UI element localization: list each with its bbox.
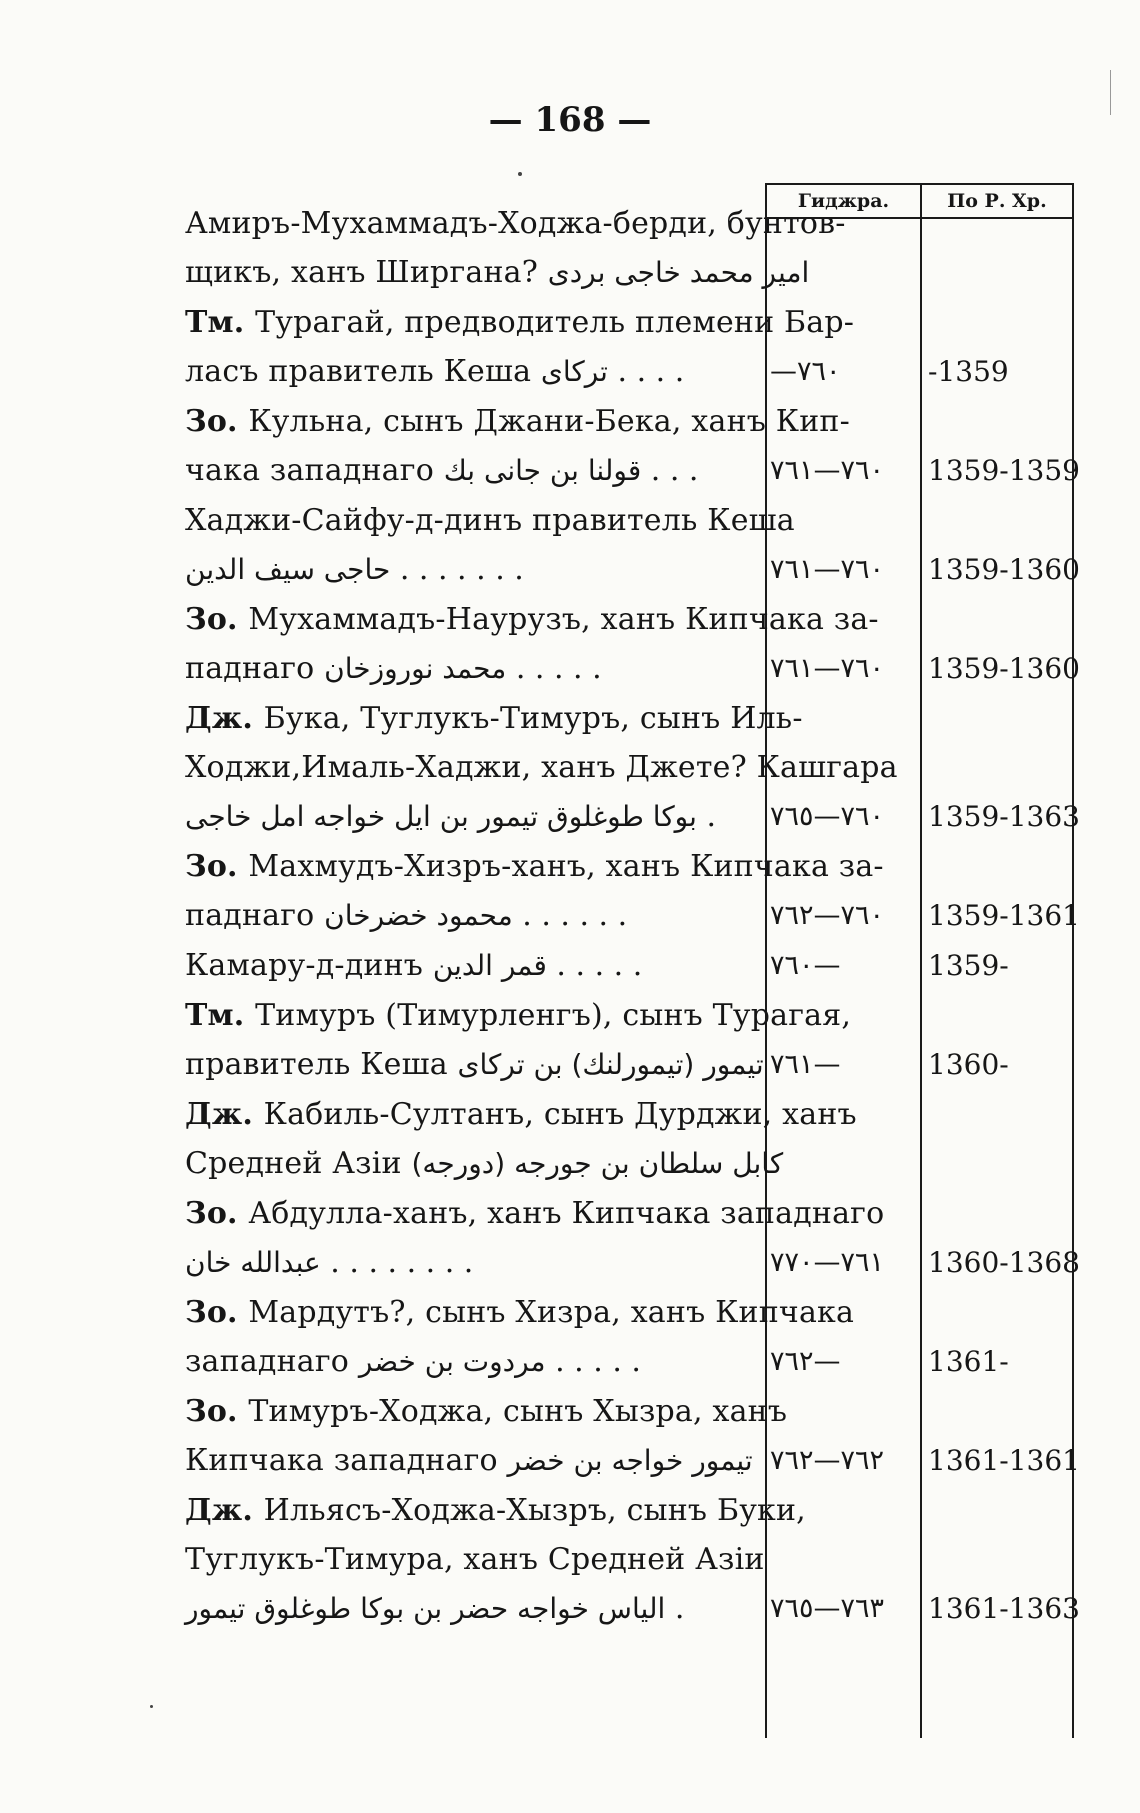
ad-date: 1359- [928, 949, 1009, 982]
entry-text: щикъ, ханъ Ширгана? [185, 255, 539, 290]
entry-text: Кульна, сынъ Джани-Бека, ханъ Кип- [248, 404, 850, 439]
leader-dots: . . . [650, 453, 699, 488]
arabic-name: کابل سلطان بن جورجه (دورجه) [411, 1147, 784, 1180]
entry-line [185, 1536, 765, 1584]
leader-dots: . . . . [617, 354, 685, 389]
hijra-date: ٧٦٠—٧٦١ [770, 455, 885, 486]
arabic-name: قولنا بن جانی بك [443, 454, 642, 487]
entry-line [185, 249, 810, 297]
hijra-date: ٧٦١—٧٧٠ [770, 1247, 885, 1278]
entry-line [185, 1239, 750, 1287]
dynasty-tag: Зо. [185, 404, 249, 439]
entry-line [185, 348, 750, 396]
arabic-name: الیاس خواجه حضر بن بوکا طوغلوق تیمور [185, 1592, 666, 1625]
ad-date: -1359 [928, 355, 1009, 388]
entry-line [185, 447, 750, 495]
dynasty-tag: Дж. [185, 1097, 264, 1132]
entry-line [185, 596, 879, 644]
arabic-name: عبدالله خان [185, 1246, 321, 1279]
entry-text: Ходжи,Ималь-Хаджи, ханъ Джете? Кашгара [185, 750, 898, 785]
entry-text: Мардутъ?, сынъ Хизра, ханъ Кипчака [248, 1295, 855, 1330]
column-rule-middle [920, 183, 922, 1738]
leader-dots: . . . . . . [522, 898, 628, 933]
dynasty-tag: Зо. [185, 602, 249, 637]
entry-line [185, 645, 750, 693]
hijra-date: ٧٦٠— [770, 950, 841, 981]
entry-line [185, 546, 750, 594]
leader-dots: . [674, 1591, 685, 1626]
leader-dots: . . . . . [515, 651, 602, 686]
entry-text: Ильясъ-Ходжа-Хызръ, сынъ Буки, [263, 1493, 806, 1528]
entry-text: паднаго [185, 651, 315, 686]
dynasty-tag: Тм. [185, 305, 256, 340]
ad-date: 1360- [928, 1048, 1009, 1081]
entry-line [185, 942, 750, 990]
print-speck [150, 1705, 153, 1708]
leader-dots: . . . . . . . [399, 552, 524, 587]
entry-line [185, 1338, 750, 1386]
ad-date: 1361-1363 [928, 1592, 1080, 1625]
hijra-date: —٧٦٠ [770, 356, 841, 387]
entry-line [185, 1388, 788, 1436]
dynasty-tag: Дж. [185, 1493, 264, 1528]
dynasty-tag: Дж. [185, 701, 264, 736]
entry-text: Туглукъ-Тимура, ханъ Средней Азіи [185, 1542, 765, 1577]
entry-text: Кипчака западнаго [185, 1443, 498, 1478]
ad-date: 1361- [928, 1345, 1009, 1378]
entry-text: Абдулла-ханъ, ханъ Кипчака западнаго [248, 1196, 885, 1231]
entry-text: западнаго [185, 1344, 350, 1379]
dynasty-tag: Зо. [185, 1295, 249, 1330]
entry-line [185, 398, 850, 446]
dynasty-tag: Зо. [185, 1394, 249, 1429]
hijra-date: ٧٦٠—٧٦٥ [770, 801, 885, 832]
arabic-name: بوکا طوغلوق تیمور بن ایل خواجه امل خاجی [185, 800, 697, 833]
hijra-date: ٧٦٠—٧٦١ [770, 554, 885, 585]
entry-text: паднаго [185, 898, 315, 933]
entry-text: Мухаммадъ-Наурузъ, ханъ Кипчака за- [248, 602, 879, 637]
entry-text: ласъ правитель Кеша [185, 354, 532, 389]
ad-date: 1360-1368 [928, 1246, 1080, 1279]
entry-text: Хаджи-Сайфу-д-динъ правитель Кеша [185, 503, 795, 538]
entry-text: правитель Кеша [185, 1047, 448, 1082]
hijra-date: ٧٦٢—٧٦٢ [770, 1445, 885, 1476]
entry-line [185, 793, 750, 841]
entry-line [185, 1091, 857, 1139]
entry-line [185, 843, 884, 891]
arabic-name: تیمور (تیمورلنك) بن ترکای [457, 1048, 764, 1081]
entry-line [185, 992, 852, 1040]
leader-dots: . . . . . [555, 1344, 641, 1379]
arabic-name: ترکای [540, 355, 608, 388]
entry-line [185, 1041, 764, 1089]
leader-dots: . . . . . [556, 948, 643, 983]
dynasty-tag: Тм. [185, 998, 256, 1033]
hijra-date: ٧٦٢— [770, 1346, 841, 1377]
arabic-name: محمود خضرخان [324, 899, 513, 932]
arabic-name: حاجی سیف الدین [185, 553, 391, 586]
ad-date: 1359-1360 [928, 652, 1080, 685]
dynasty-tag: Зо. [185, 849, 249, 884]
entry-text: Турагай, предводитель племени Бар- [255, 305, 855, 340]
arabic-name: امیر محمد خاجی بردی [547, 256, 810, 289]
hijra-date: ٧٦٣—٧٦٥ [770, 1593, 885, 1624]
ad-date: 1361-1361 [928, 1444, 1080, 1477]
column-header-hijra: Гиджра. [797, 190, 890, 212]
arabic-name: تیمور خواجه بن خضر [507, 1444, 753, 1477]
header-rule-top [765, 183, 1074, 185]
entry-line [185, 497, 795, 545]
hijra-date: ٧٦٠—٧٦٢ [770, 900, 885, 931]
print-speck [518, 172, 522, 176]
entry-text: Кабиль-Султанъ, сынъ Дурджи, ханъ [263, 1097, 857, 1132]
ad-date: 1359-1360 [928, 553, 1080, 586]
entry-line [185, 744, 898, 792]
entry-text: Тимуръ-Ходжа, сынъ Хызра, ханъ [248, 1394, 788, 1429]
entry-line [185, 1487, 806, 1535]
entry-line [185, 1437, 753, 1485]
leader-dots: . . . . . . . . [330, 1245, 474, 1280]
entry-text: Махмудъ-Хизръ-ханъ, ханъ Кипчака за- [248, 849, 884, 884]
arabic-name: قمر الدین [432, 949, 547, 982]
entry-text: Тимуръ (Тимурленгъ), сынъ Турагая, [255, 998, 852, 1033]
page-number: — 168 — [488, 100, 652, 140]
ad-date: 1359-1361 [928, 899, 1080, 932]
entry-text: чака западнаго [185, 453, 434, 488]
entry-text: Бука, Туглукъ-Тимуръ, сынъ Иль- [263, 701, 803, 736]
entry-line [185, 299, 855, 347]
entry-line [185, 1190, 885, 1238]
margin-mark [1110, 70, 1111, 115]
entry-line [185, 1585, 750, 1633]
entry-line [185, 200, 846, 248]
entry-text: Амиръ-Мухаммадъ-Ходжа-берди, бунтов- [185, 206, 846, 241]
dynasty-tag: Зо. [185, 1196, 249, 1231]
ad-date: 1359-1363 [928, 800, 1080, 833]
arabic-name: مردوت بن خضر [358, 1345, 546, 1378]
column-header-ad: По Р. Хр. [947, 190, 1047, 212]
ad-date: 1359-1359 [928, 454, 1080, 487]
leader-dots: . [706, 799, 717, 834]
arabic-name: محمد نوروزخان [324, 652, 507, 685]
entry-line [185, 892, 750, 940]
hijra-date: ٧٦١— [770, 1049, 841, 1080]
entry-text: Средней Азіи [185, 1146, 402, 1181]
entry-line [185, 1140, 784, 1188]
entry-line [185, 1289, 855, 1337]
hijra-date: ٧٦٠—٧٦١ [770, 653, 885, 684]
entry-text: Камару-д-динъ [185, 948, 424, 983]
entry-line [185, 695, 803, 743]
